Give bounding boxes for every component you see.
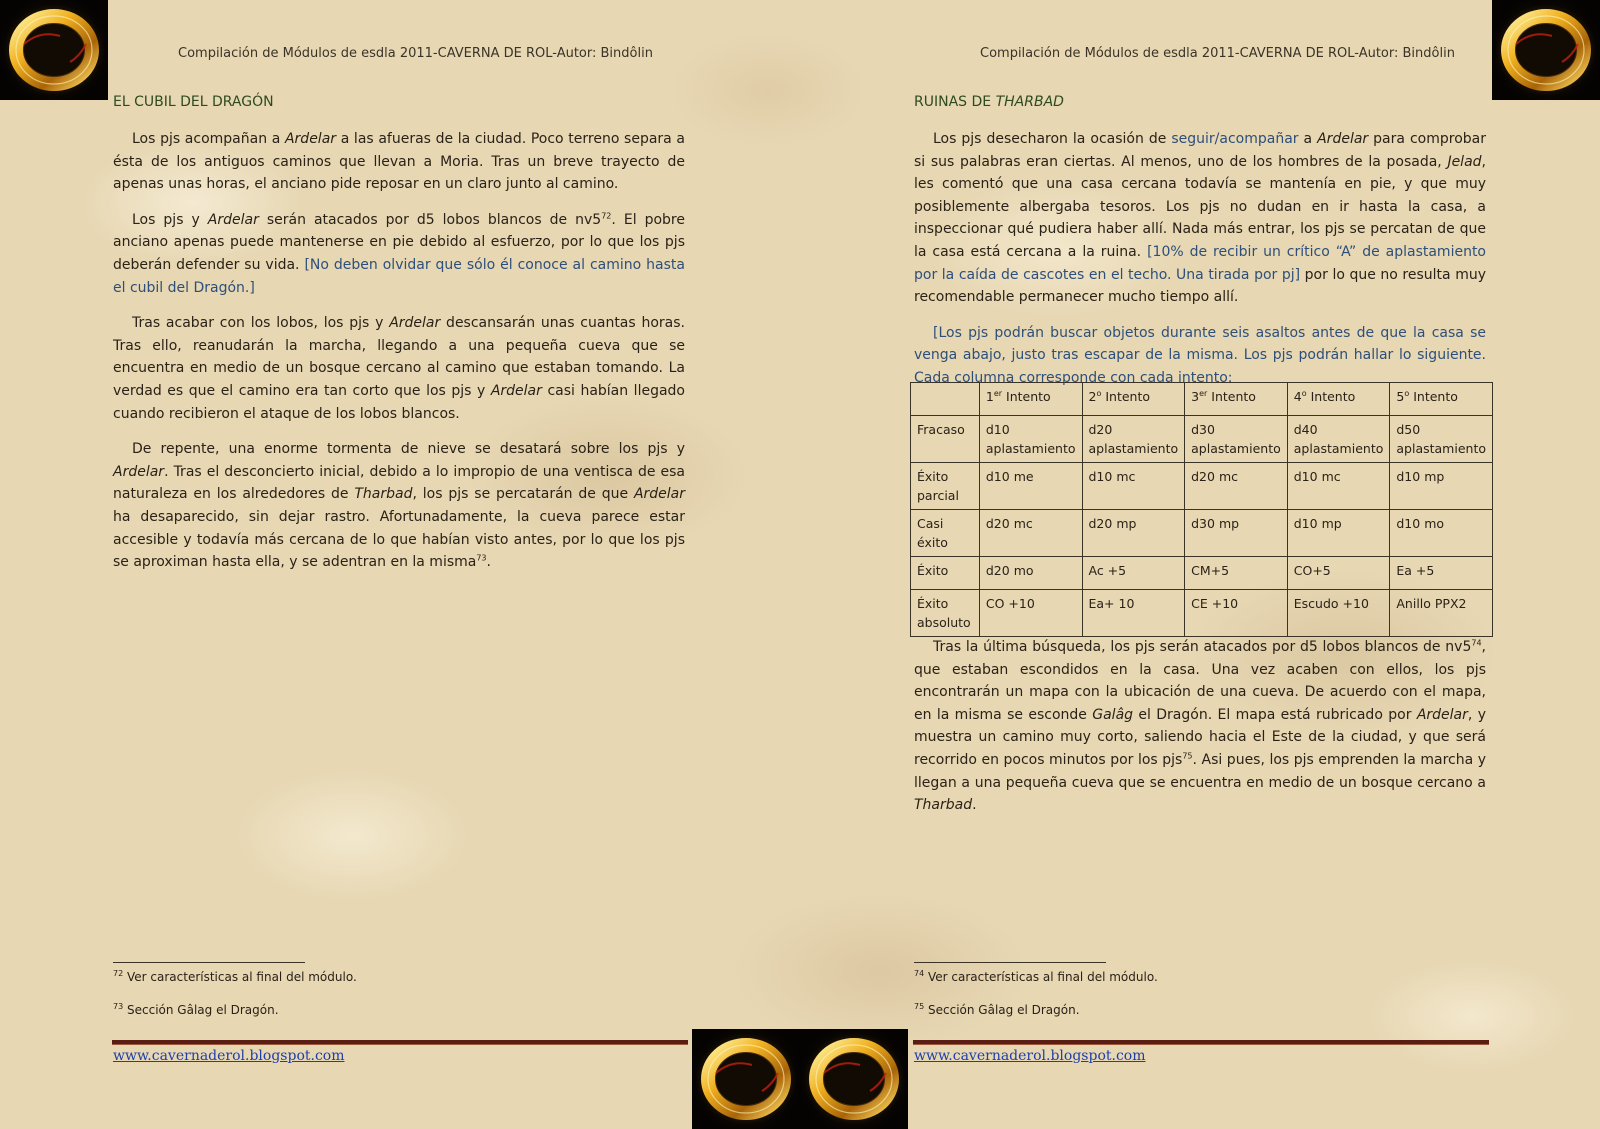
table-cell: d10 mo xyxy=(1390,510,1493,557)
table-cell: Ac +5 xyxy=(1082,557,1185,590)
footnote-separator xyxy=(914,962,1106,963)
choice-link[interactable]: seguir/acompañar xyxy=(1171,131,1299,147)
table-cell: d10 mc xyxy=(1287,463,1390,510)
table-row xyxy=(911,510,1493,557)
table-cell: CM+5 xyxy=(1185,557,1288,590)
table-cell: d20 mo xyxy=(979,557,1082,590)
footnote-73: $^{73}$ Sección Gâlag el Dragón. xyxy=(113,1002,279,1017)
table-cell: d30 aplastamiento xyxy=(1185,416,1288,463)
gm-note: [10% de recibir un crítico “A” de aplastamiento por la caída de cascotes en el techo. Una tirada por pj] xyxy=(914,243,1487,283)
paragraph: Los pjs acompañan a Ardelar a las afueras de la ciudad. Poco terreno separa a ésta de los antiguos caminos que llevan a Moria. Tras un breve trayecto de apenas unas horas, el anciano pide reposar en un claro junto al camino. xyxy=(113,131,685,193)
left-body xyxy=(113,128,685,587)
footnote-ref[interactable]: 73 xyxy=(476,553,487,563)
table-cell: d20 mp xyxy=(1082,510,1185,557)
table-cell: CO+5 xyxy=(1287,557,1390,590)
table-header: 4$^o$ Intento xyxy=(1287,383,1390,416)
row-label: Éxito absoluto xyxy=(911,590,980,637)
footnote-separator xyxy=(113,962,305,963)
table-cell: CO +10 xyxy=(979,590,1082,637)
footer-rule xyxy=(913,1040,1489,1044)
paragraph: Tras la última búsqueda, los pjs serán atacados por d5 lobos blancos de $nv5^{74}$, que estaban escondidos en la casa. Una vez acaben con ellos, los pjs encontrarán un mapa con la ubicación de una cueva. De acuerdo con el mapa, en la misma se esconde Galâg el Dragón. El mapa está rubricado por Ardelar, y muestra un camino muy corto, saliendo hacia el Este de la ciudad, y que será recorrido en pocos minutos por los pjs$^{75}$. Asi pues, los pjs emprenden la marcha y llegan a una pequeña cueva que se encuentra en medio de un bosque cercano a Tharbad. xyxy=(914,638,1487,814)
footnote-74: $^{74}$ Ver características al final del módulo. xyxy=(914,969,1158,984)
footer-rule xyxy=(112,1040,688,1044)
table-cell: d10 me xyxy=(979,463,1082,510)
paragraph: Los pjs y Ardelar serán atacados por d5 lobos blancos de $nv5^{72}$. El pobre anciano apenas puede mantenerse en pie debido al esfuerzo, por lo que los pjs deberán defender su vida. [No deben olvidar que sólo él conoce al camino hasta el cubil del Dragón.] xyxy=(113,211,685,296)
table-row xyxy=(911,463,1493,510)
table-header: 3er Intento xyxy=(1185,383,1288,416)
right-body-bottom xyxy=(914,636,1486,830)
gold-ring-icon xyxy=(800,1029,908,1129)
row-label: Éxito xyxy=(911,557,980,590)
table-cell: Anillo PPX2 xyxy=(1390,590,1493,637)
table-cell: Ea+ 10 xyxy=(1082,590,1185,637)
table-row xyxy=(911,557,1493,590)
gm-note: [No deben olvidar que sólo él conoce al camino hasta el cubil del Dragón.] xyxy=(113,256,685,296)
paragraph: Tras acabar con los lobos, los pjs y Ardelar descansarán unas cuantas horas. Tras ello, reanudarán la marcha, llegando a una pequeña cueva que se encuentra en medio de un bosque cercano al camino que estaban tomando. La verdad es que el camino era tan corto que los pjs y Ardelar casi habían llegado cuando recibieron el ataque de los lobos blancos. xyxy=(113,315,685,422)
gold-ring-icon xyxy=(1492,0,1600,100)
row-label: Fracaso xyxy=(911,416,980,463)
footnote-ref[interactable]: 74 xyxy=(1471,638,1482,648)
table-row xyxy=(911,416,1493,463)
row-label: Éxito parcial xyxy=(911,463,980,510)
gold-ring-icon xyxy=(0,0,108,100)
table-cell: d30 mp xyxy=(1185,510,1288,557)
table-cell: d20 aplastamiento xyxy=(1082,416,1185,463)
footnote-72: $^{72}$ Ver características al final del módulo. xyxy=(113,969,357,984)
table-corner xyxy=(911,383,980,416)
section-title-cubil: EL CUBIL DEL DRAGÓN xyxy=(113,94,274,110)
table-cell: CE +10 xyxy=(1185,590,1288,637)
section-title-tharbad: RUINAS DE THARBAD xyxy=(914,94,1064,110)
table-cell: d10 mc xyxy=(1082,463,1185,510)
blog-link[interactable]: www.cavernaderol.blogspot.com xyxy=(914,1048,1146,1064)
table-header: 2$^o$ Intento xyxy=(1082,383,1185,416)
table-cell: d20 mc xyxy=(979,510,1082,557)
paragraph: De repente, una enorme tormenta de nieve se desatará sobre los pjs y Ardelar. Tras el desconcierto inicial, debido a lo impropio de una ventisca de esa naturaleza en los alrededores de Tharbad, los pjs se percatarán de que Ardelar ha desaparecido, sin dejar rastro. Afortunadamente, la cueva parece estar accesible y todavía más cercana de lo que habían visto antes, por lo que los pjs se aproximan hasta ella, y se adentran en la misma$^{73}$. xyxy=(113,441,686,571)
right-page xyxy=(800,0,1600,1129)
paragraph: Los pjs desecharon la ocasión de seguir/acompañar a Ardelar para comprobar si sus palabras eran ciertas. Al menos, uno de los hombres de la posada, Jelad, les comentó que una casa cercana todavía se mantenía en pie, y que muy posiblemente albergaba tesoros. Los pjs no dudan en ir hasta la casa, a inspeccionar qué pudiera haber allí. Nada más entrar, los pjs se percatan de que la casa está cercana a la ruina. [10% de recibir un crítico “A” de aplastamiento por la caída de cascotes en el techo. Una tirada por pj] por lo que no resulta muy recomendable permanecer mucho tiempo allí. xyxy=(914,131,1487,306)
table-header: 5$^o$ Intento xyxy=(1390,383,1493,416)
table-row xyxy=(911,590,1493,637)
table-cell: d10 mp xyxy=(1390,463,1493,510)
table-cell: d50 aplastamiento xyxy=(1390,416,1493,463)
blog-link[interactable]: www.cavernaderol.blogspot.com xyxy=(113,1048,345,1064)
footnote-ref[interactable]: 72 xyxy=(601,211,612,221)
table-cell: d10 aplastamiento xyxy=(979,416,1082,463)
table-row xyxy=(911,383,1493,416)
table-cell: Escudo +10 xyxy=(1287,590,1390,637)
row-label: Casi éxito xyxy=(911,510,980,557)
page-header: Compilación de Módulos de esdla 2011-CAVERNA DE ROL-Autor: Bindôlin xyxy=(980,46,1455,61)
table-cell: Ea +5 xyxy=(1390,557,1493,590)
table-cell: d40 aplastamiento xyxy=(1287,416,1390,463)
gold-ring-icon xyxy=(692,1029,800,1129)
table-cell: d20 mc xyxy=(1185,463,1288,510)
gm-note-search: [Los pjs podrán buscar objetos durante seis asaltos antes de que la casa se venga abajo, justo tras escapar de la misma. Los pjs podrán hallar lo siguiente. Cada columna corresponde con cada intento: xyxy=(914,324,1486,386)
search-results-table xyxy=(910,382,1493,637)
footnote-75: $^{75}$ Sección Gâlag el Dragón. xyxy=(914,1002,1080,1017)
page-header: Compilación de Módulos de esdla 2011-CAVERNA DE ROL-Autor: Bindôlin xyxy=(178,46,653,61)
table-header: 1er Intento xyxy=(979,383,1082,416)
right-body-top xyxy=(914,128,1486,403)
table-cell: d10 mp xyxy=(1287,510,1390,557)
footnote-ref[interactable]: 75 xyxy=(1182,751,1193,761)
